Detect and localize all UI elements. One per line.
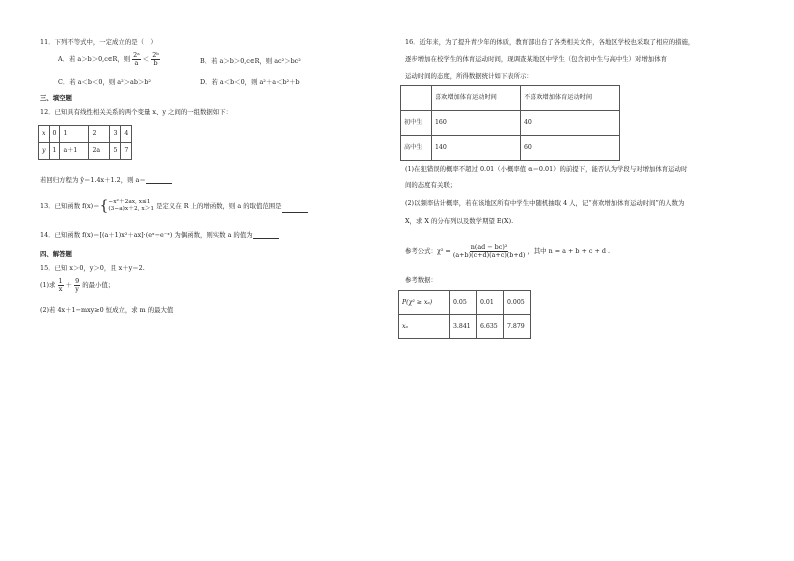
table-cell: 0.05	[450, 291, 477, 315]
answer-blank	[146, 177, 172, 184]
table-cell: 3	[110, 126, 121, 143]
section-answer-title: 四、解答题	[40, 250, 72, 258]
q13-case-2: (3−a)x＋2, x＞1	[108, 206, 155, 212]
table-cell: 喜欢增加体育运动时间	[432, 86, 521, 111]
table-cell: 5	[110, 143, 121, 160]
q12-data-table	[38, 125, 132, 160]
section-fill-in-title: 三、填空题	[40, 94, 72, 102]
table-cell: 40	[521, 111, 620, 136]
table-cell: a＋1	[60, 143, 89, 160]
q15-p1-pre: (1)求	[40, 281, 56, 290]
q16-stem-line-1: 16．近年来，为了提升青少年的体质，教育部出台了各类相关文件，各地区学校也采取了相应的措施，	[405, 38, 695, 46]
q14	[40, 231, 279, 239]
table-cell: 4	[121, 126, 132, 143]
formula-label: 参考公式：χ² =	[405, 247, 451, 256]
q11-option-a-fraction-2: $\frac{\text{2ᵇ}}{b}$	[152, 51, 159, 67]
answer-blank	[253, 232, 279, 239]
table-cell: 高中生	[401, 136, 432, 161]
table-cell: y	[39, 143, 50, 160]
table-cell: 60	[521, 136, 620, 161]
q12-row-y	[39, 143, 132, 160]
q11-stem: 11．下列不等式中，一定成立的是（ ）	[40, 38, 157, 46]
q11-option-a-text: A．若 a＞b＞0,c∈R，则	[58, 55, 131, 64]
q12-row-x	[39, 126, 132, 143]
q14-text: 14．已知函数 f(x)＝[(a＋1)x²＋ax]·(eˣ−e⁻ˣ) 为偶函数，则实数 a 的值为	[40, 231, 253, 239]
q15-plus: ＋	[65, 281, 73, 290]
table-cell	[401, 86, 432, 111]
q11-option-d: D．若 a＜b＜0，则 a²＋a＜b²＋b	[200, 78, 300, 86]
answer-blank	[282, 206, 308, 213]
table-cell: 1	[49, 143, 60, 160]
q16-ref-label: 参考数据：	[405, 276, 437, 284]
table-cell: xₐ	[399, 315, 450, 339]
table-cell: 2	[89, 126, 110, 143]
q15-p1-post: 的最小值；	[82, 281, 115, 290]
table-cell: x	[39, 126, 50, 143]
table-cell: 6.635	[477, 315, 504, 339]
q12-stem: 12．已知具有线性相关关系的两个变量 x、y 之间的一组数据如下：	[40, 108, 232, 116]
table-cell: 0.005	[504, 291, 531, 315]
q15-fraction-1: $\frac{1}{x}$	[58, 277, 63, 293]
table-row	[399, 291, 531, 315]
q15-fraction-2: $\frac{9}{y}$	[75, 277, 80, 293]
table-cell: 1	[60, 126, 89, 143]
q13	[40, 199, 308, 213]
q12-tail-text: 若回归方程为 ŷ＝1.4x＋1.2，则 a＝	[40, 176, 146, 184]
table-cell: 160	[432, 111, 521, 136]
q11-option-b: B．若 a＞b＞0,c∈R，则 ac²＞bc²	[200, 57, 301, 65]
q16-formula	[405, 244, 610, 258]
q13-cases	[108, 199, 154, 212]
q16-reference-table	[398, 290, 531, 339]
q11-option-c: C．若 a＜b＜0，则 a²＞ab＞b²	[58, 78, 151, 86]
table-cell: 7	[121, 143, 132, 160]
q16-part-2-line-1: (2)以频率估计概率，若在该地区所有中学生中随机抽取 4 人，记“喜欢增加体育运动时间”的人数为	[405, 199, 685, 207]
table-row	[399, 315, 531, 339]
q15-part-1	[40, 278, 114, 292]
q16-part-1-line-1: (1)在犯错误的概率不超过 0.01（小概率值 α＝0.01）的前提下，能否认为学段与对增加体育运动时	[405, 165, 688, 173]
formula-tail: ，其中 n = a + b + c + d .	[527, 247, 611, 256]
q11-option-a-fraction-1: $\frac{\text{2ᵃ}}{a}$	[133, 51, 140, 67]
q16-stem-line-2: 逐步增加在校学生的体育运动时间，现调查某地区中学生（包含初中生与高中生）对增加体育	[405, 55, 668, 63]
table-cell: 0.01	[477, 291, 504, 315]
q15-stem: 15．已知 x＞0，y＞0，且 x＋y＝2.	[40, 264, 145, 272]
table-cell: 3.841	[450, 315, 477, 339]
q13-case-1: −x²＋2ax, x≤1	[108, 199, 151, 206]
table-cell: 2a	[89, 143, 110, 160]
table-cell: 7.879	[504, 315, 531, 339]
q15-part-2: (2)若 4x＋1−mxy≥0 恒成立，求 m 的最大值	[40, 306, 174, 314]
table-cell: 140	[432, 136, 521, 161]
table-cell: P(χ² ≥ xₐ)	[399, 291, 450, 315]
table-row	[401, 111, 620, 136]
table-cell: 初中生	[401, 111, 432, 136]
q13-pre: 13．已知函数 f(x)＝	[40, 202, 100, 210]
q16-survey-table	[400, 85, 620, 161]
q13-post: 是定义在 R 上的增函数，则 a 的取值范围是	[156, 202, 282, 210]
q11-option-a	[58, 52, 160, 66]
table-cell: 不喜欢增加体育运动时间	[521, 86, 620, 111]
table-row	[401, 86, 620, 111]
table-row	[401, 136, 620, 161]
q16-part-2-line-2: X，求 X 的分布列以及数学期望 E(X).	[405, 217, 514, 225]
brace-glyph: {	[99, 198, 109, 214]
table-cell: 0	[49, 126, 60, 143]
q16-part-1-line-2: 间的态度有关联；	[405, 181, 457, 189]
chi-square-fraction: $\frac{\text{n(ad − bc)²}}{(a+b)(c+d)(a+c)(b+d)}$	[452, 243, 526, 259]
q12-tail	[40, 176, 172, 184]
q16-stem-line-3: 运动时间的态度，所得数据统计如下表所示：	[405, 72, 533, 80]
q11-option-a-lt: ＜	[142, 55, 150, 64]
